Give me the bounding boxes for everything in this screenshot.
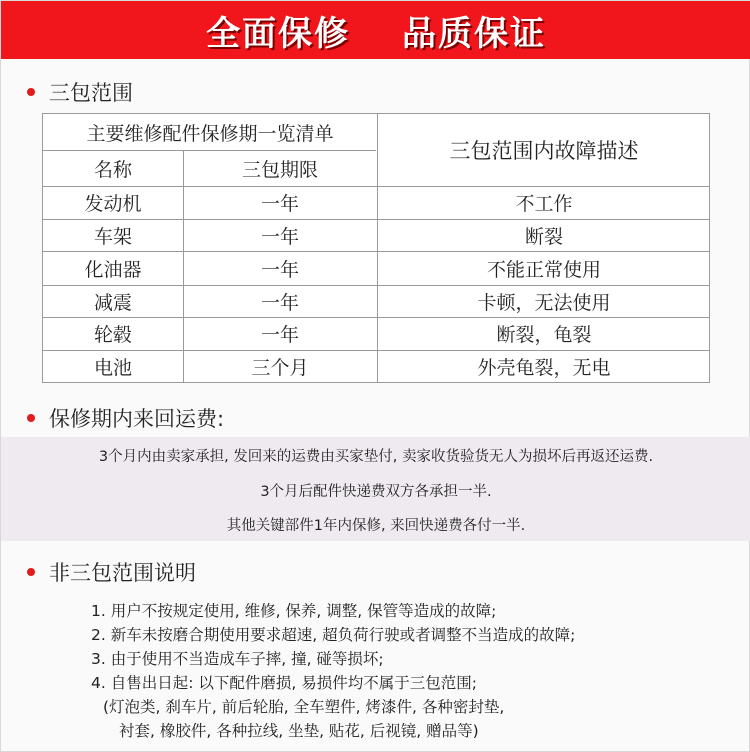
table-cell-name: 车架: [93, 225, 132, 248]
column-header-period: 三包期限: [241, 158, 318, 181]
bullet-dot-icon: [27, 414, 35, 422]
table-cell-fault: 不工作: [515, 193, 573, 215]
table-cell-period: 一年: [260, 324, 299, 346]
exclusion-item: 4. 自售出日起: 以下配件磨损, 易损件均不属于三包范围;: [91, 674, 477, 692]
exclusion-item: 3. 由于使用不当造成车子摔, 撞, 碰等损坏;: [91, 650, 384, 668]
shipping-line: 其他关键部件1年内保修, 来回快递费各付一半.: [226, 518, 526, 534]
table-cell-period: 一年: [260, 225, 299, 248]
table-cell-name: 电池: [93, 357, 132, 379]
exclusion-item: 1. 用户不按规定使用, 维修, 保养, 调整, 保管等造成的故障;: [91, 602, 497, 620]
table-cell-fault: 外壳龟裂，无电: [477, 357, 611, 379]
table-cell-period: 一年: [260, 258, 299, 281]
shipping-line: 3个月后配件快递费双方各承担一半.: [260, 484, 492, 500]
banner-right-text: 品质保证: [402, 13, 546, 54]
exclusion-detail: (灯泡类, 刹车片, 前后轮胎, 全车塑件, 烤漆件, 各种密封垫,: [103, 698, 505, 716]
banner-left-text: 全面保修: [206, 13, 350, 54]
exclusion-list: [91, 599, 731, 743]
table-cell-name: 减震: [93, 291, 132, 314]
table-cell-period: 三个月: [251, 357, 309, 379]
column-header-name: 名称: [93, 158, 132, 181]
exclusion-item: 2. 新车未按磨合期使用要求超速, 超负荷行驶或者调整不当造成的故障;: [91, 626, 576, 644]
section-title: 非三包范围说明: [49, 561, 196, 585]
section-title: 保修期内来回运费:: [49, 407, 225, 431]
table-cell-fault: 不能正常使用: [486, 258, 601, 281]
table-cell-fault: 卡顿，无法使用: [477, 291, 611, 314]
top-banner: [1, 1, 750, 59]
warranty-table: [42, 113, 710, 383]
shipping-fee-band: [1, 437, 750, 541]
section-exclusions: [27, 557, 196, 587]
section-shipping-fees: [27, 403, 224, 433]
table-header-list: 主要维修配件保修期一览清单: [86, 122, 334, 145]
table-cell-fault: 断裂: [524, 225, 563, 248]
section-title: 三包范围: [49, 81, 133, 105]
bullet-dot-icon: [27, 88, 35, 96]
table-cell-name: 轮毂: [93, 324, 132, 346]
table-cell-name: 发动机: [84, 193, 142, 215]
table-cell-period: 一年: [260, 291, 299, 314]
table-cell-fault: 断裂，龟裂: [496, 324, 592, 346]
table-cell-period: 一年: [260, 193, 299, 215]
column-header-fault: 三包范围内故障描述: [449, 139, 639, 163]
table-cell-name: 化油器: [84, 258, 142, 281]
shipping-line: 3个月内由卖家承担, 发回来的运费由买家垫付, 卖家收货验货无人为损坏后再返还运费.: [98, 449, 654, 465]
section-warranty-scope: [27, 77, 133, 107]
bullet-dot-icon: [27, 568, 35, 576]
exclusion-detail: 衬套, 橡胶件, 各种拉线, 坐垫, 贴花, 后视镜, 赠品等): [119, 722, 479, 740]
